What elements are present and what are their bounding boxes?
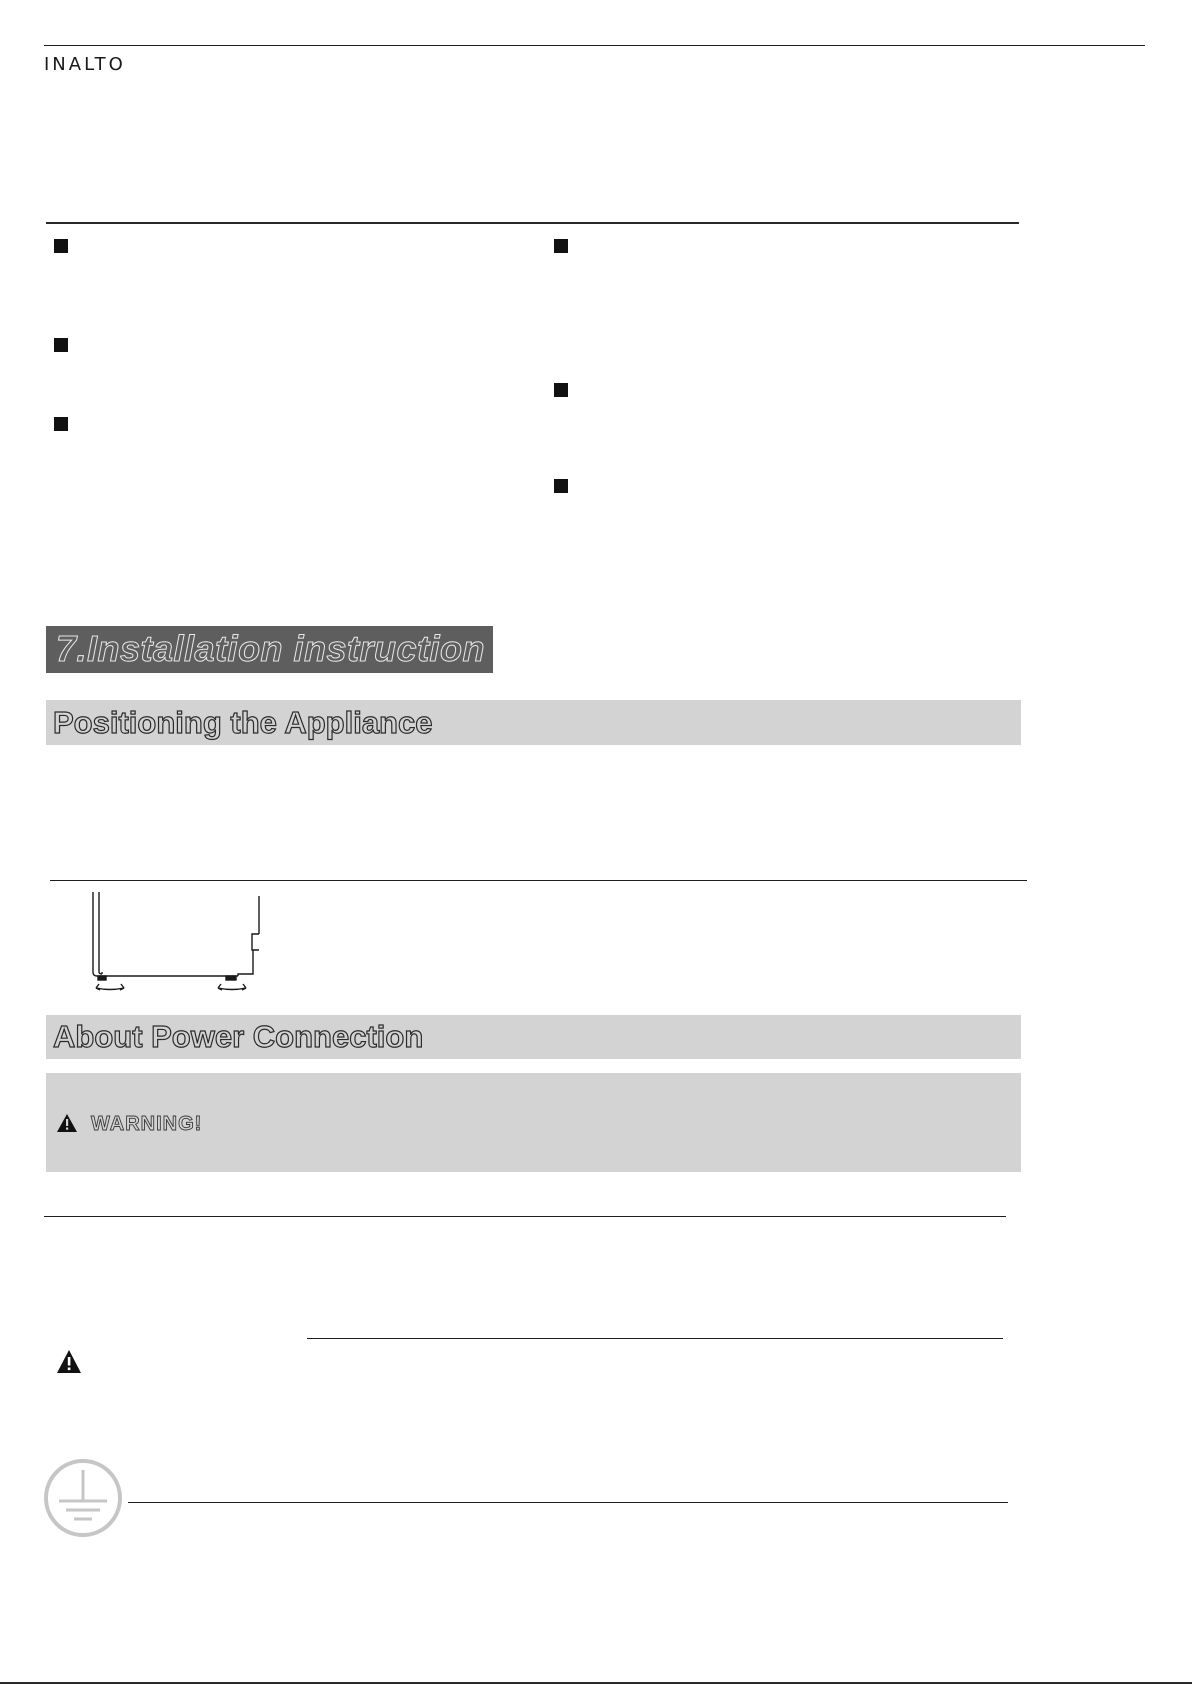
warning-triangle-icon: [56, 1113, 78, 1133]
text-rule: [44, 1216, 1006, 1217]
square-bullet-icon: [54, 417, 68, 431]
power-band: [46, 1015, 1021, 1059]
installation-title: 7.Installation instruction: [56, 628, 486, 669]
positioning-title: Positioning the Appliance: [53, 705, 433, 740]
figure-rule: [50, 880, 1027, 881]
text-rule: [128, 1502, 1008, 1503]
installation-banner: [46, 626, 493, 673]
square-bullet-icon: [554, 239, 568, 253]
square-bullet-icon: [554, 479, 568, 493]
square-bullet-icon: [54, 338, 68, 352]
appliance-levelling-feet-figure: [88, 888, 263, 1000]
power-title: About Power Connection: [53, 1019, 424, 1054]
square-bullet-icon: [54, 239, 68, 253]
positioning-band: [46, 700, 1021, 745]
warning-triangle-icon: [56, 1349, 82, 1374]
header-rule: [44, 45, 1145, 46]
earth-ground-icon: [43, 1458, 123, 1538]
footer-rule: [0, 1682, 1192, 1684]
brand-logo: INALTO: [44, 54, 126, 75]
text-rule: [307, 1338, 1003, 1339]
warning-label: WARNING!: [91, 1113, 203, 1135]
warning-box: [46, 1073, 1021, 1172]
square-bullet-icon: [554, 383, 568, 397]
section-rule: [46, 222, 1019, 224]
